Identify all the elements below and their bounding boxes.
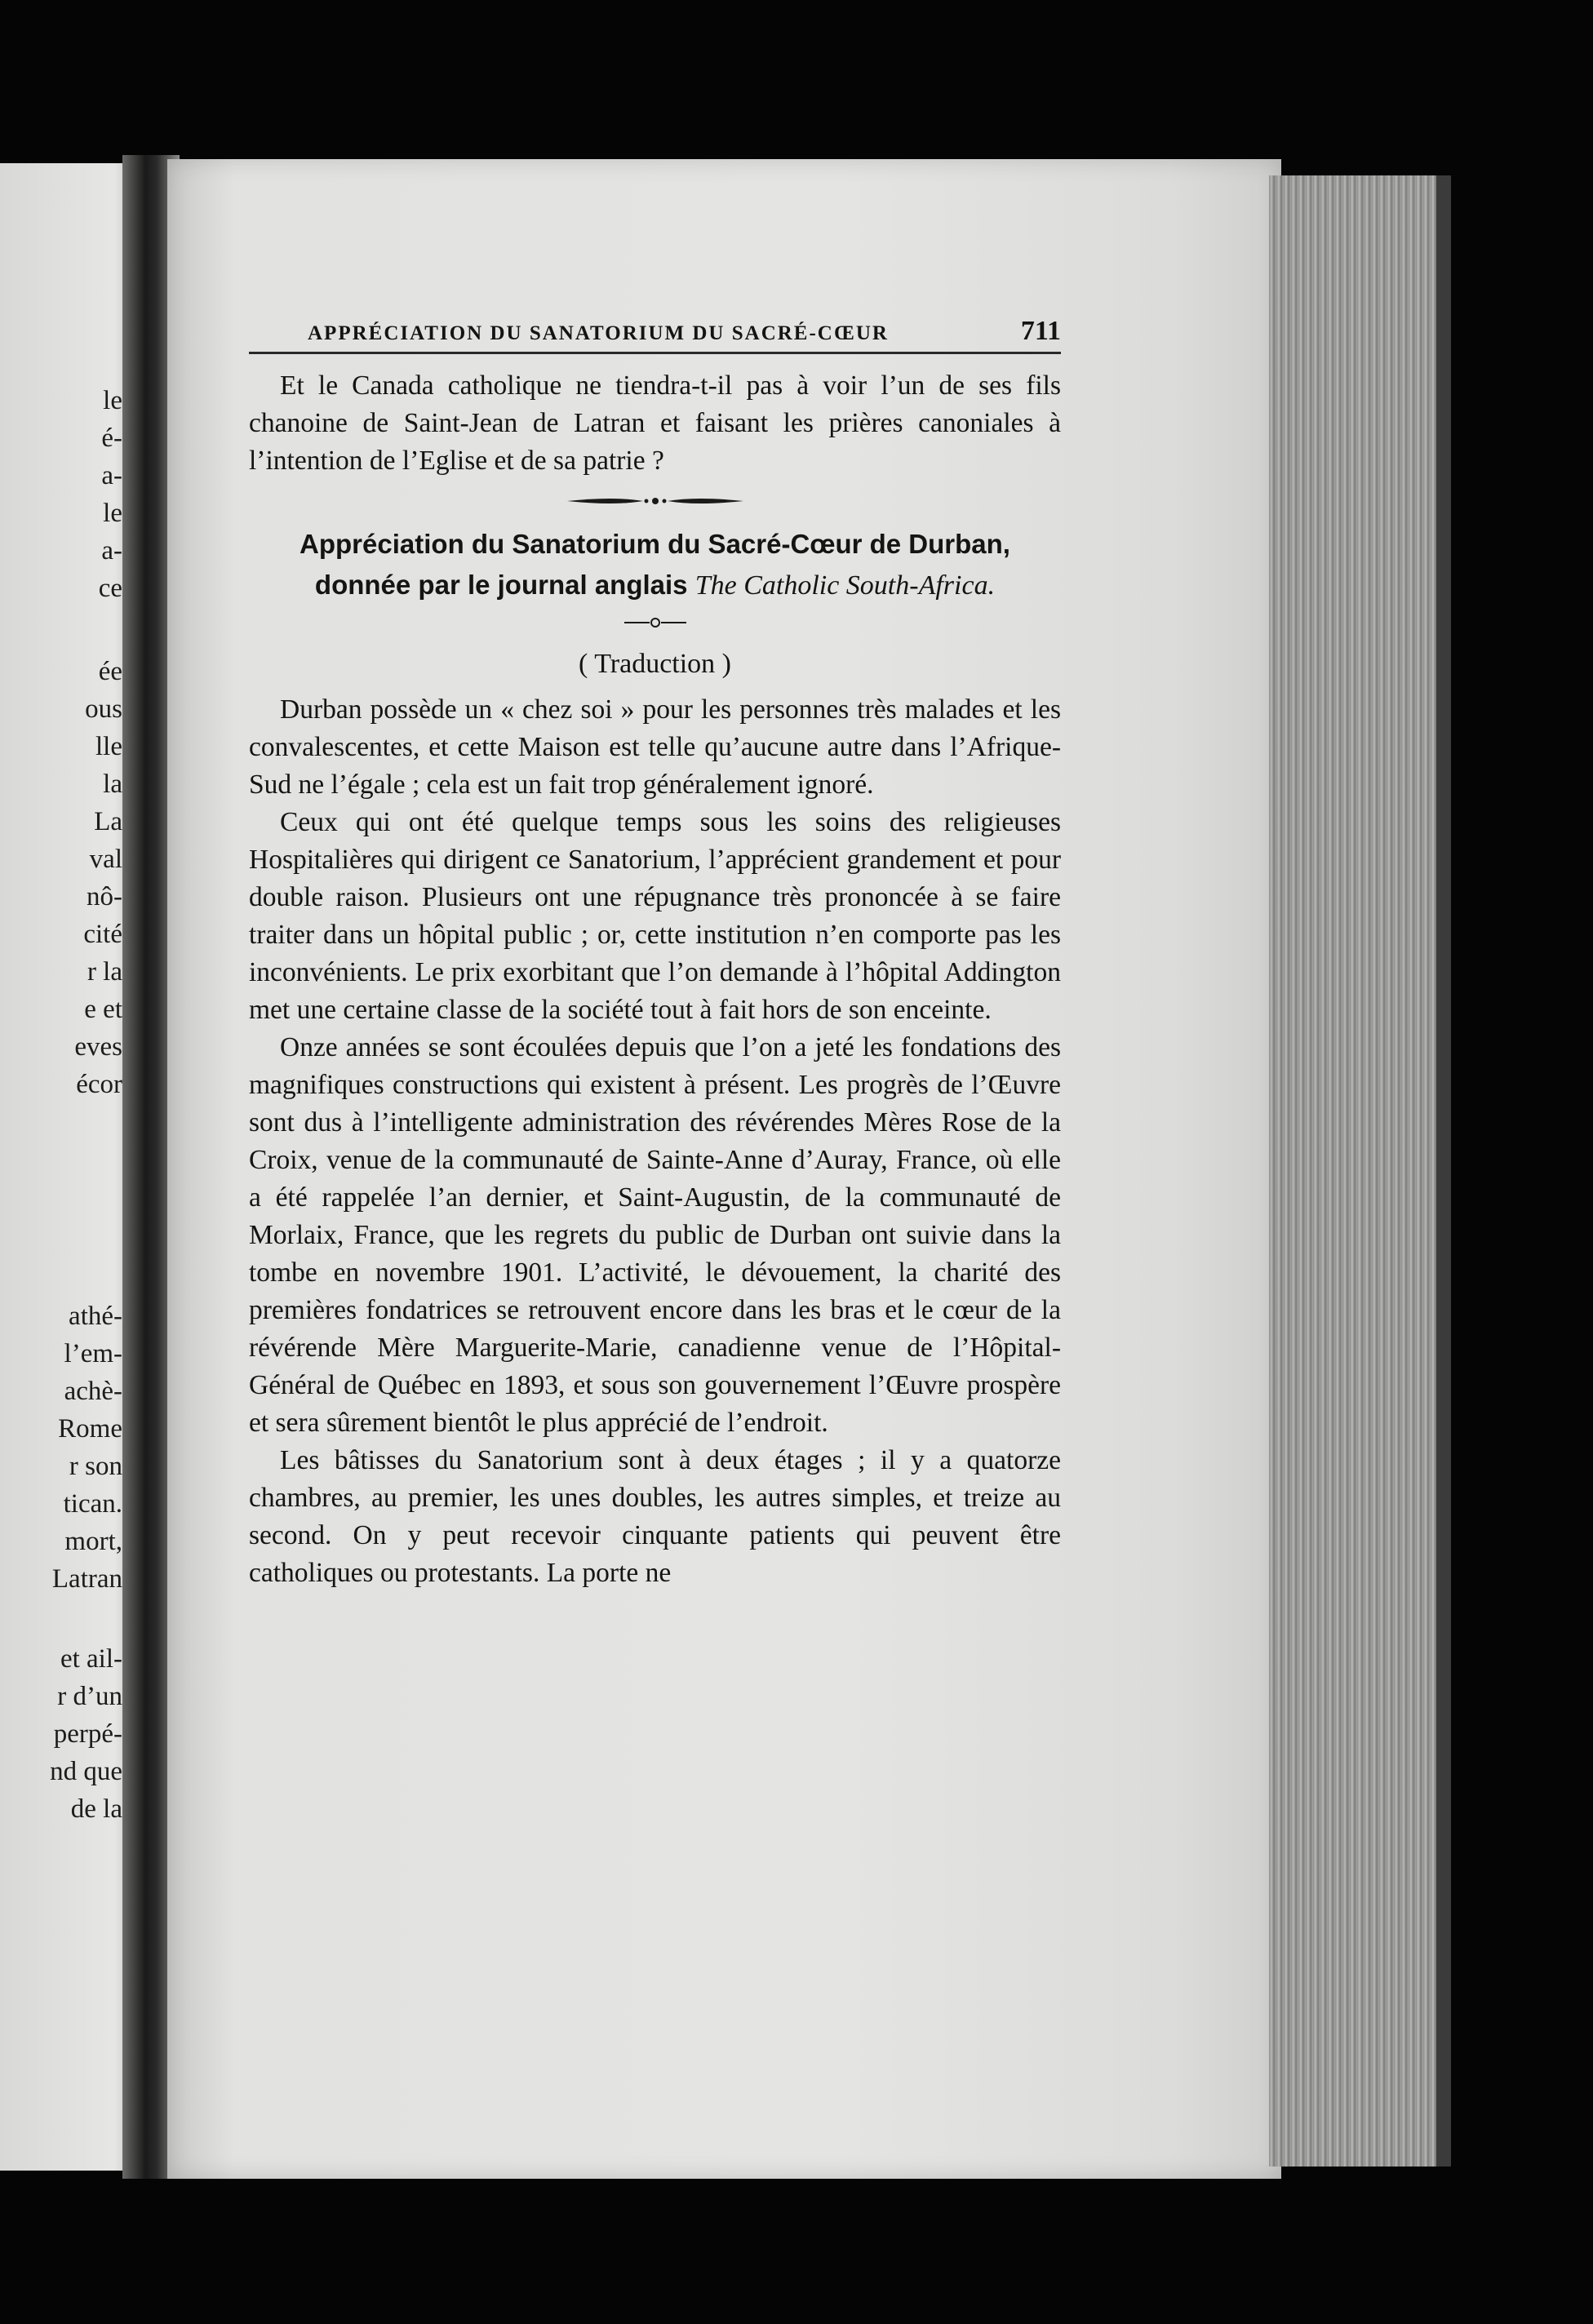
left-fragment: le — [103, 499, 122, 528]
heading-line-2-prefix: donnée par le journal anglais — [314, 570, 688, 600]
body-paragraph: Onze années se sont écoulées depuis que l’on a jeté les fondations des magnifiques constructions qui existent à présent. Les progrès de l’Œuvre sont dus à l’intelligente administration des révérendes Mères Rose de la Croix, venue de la communauté de Sainte-Anne d’Auray, France, où elle a été rappelée l’an dernier, et Saint-Augustin, de la communauté de Morlaix, France, que les regrets du public de Durban ont suivie dans la tombe en novembre 1901. L’activité, le dévouement, la charité des premières fondatrices se retrouvent encore dans les bras et le cœur de la révérende Mère Marguerite-Marie, canadienne venue de l’Hôpital-Général de Québec en 1893, et sous son gouvernement l’Œuvre prospère et sera sûrement bientôt le plus apprécié de l’endroit. — [249, 1032, 1061, 1438]
left-fragment: le — [103, 386, 122, 415]
left-fragment: ée — [98, 657, 122, 686]
left-fragment-block-1 — [0, 382, 122, 607]
small-ornament — [249, 614, 1061, 634]
page-content — [249, 314, 1061, 1592]
left-fragment-block-2 — [0, 653, 122, 1103]
left-fragment: Latran — [51, 1564, 122, 1594]
left-fragment: lle — [95, 732, 122, 761]
left-fragment: et ail- — [60, 1644, 122, 1674]
article-heading — [249, 524, 1061, 606]
left-fragment: écor — [76, 1070, 122, 1099]
heading-line-2 — [249, 565, 1061, 606]
body-paragraph: Les bâtisses du Sanatorium sont à deux étages ; il y a quatorze chambres, au premier, les unes doubles, les autres simples, et treize au second. On y peut recevoir cinquante patients qui peuvent être catholiques ou protestants. La porte ne — [249, 1445, 1061, 1588]
left-fragment: a- — [101, 461, 122, 490]
left-fragment: a- — [101, 536, 122, 565]
left-fragment-block-4 — [0, 1640, 122, 1828]
intro-paragraph: Et le Canada catholique ne tiendra-t-il pas à voir l’un de ses fils chanoine de Saint-Jean de Latran et faisant les prières canoniales à l’intention de l’Eglise et de sa patrie ? — [249, 370, 1061, 476]
left-fragment: r d’un — [57, 1682, 122, 1711]
left-fragment: cité — [83, 920, 122, 949]
left-fragment: nô- — [87, 882, 122, 911]
small-ornament-icon — [623, 614, 688, 631]
left-fragment: val — [89, 845, 122, 874]
heading-line-1: Appréciation du Sanatorium du Sacré-Cœur de Durban, — [300, 529, 1010, 559]
left-fragment: de la — [70, 1794, 122, 1824]
body-paragraph: Ceux qui ont été quelque temps sous les soins des religieuses Hospitalières qui dirigent ce Sanatorium, l’apprécient grandement et pour double raison. Plusieurs ont une répugnance très prononcée à se faire traiter dans un hôpital public ; or, cette institution n’en comporte pas les inconvénients. Le prix exorbitant que l’on demande à l’hôpital Addington met une certaine classe de la société tout à fait hors de son enceinte. — [249, 807, 1061, 1025]
left-fragment: la — [103, 769, 122, 799]
left-fragment: Rome — [58, 1414, 122, 1444]
page-number: 711 — [1020, 316, 1061, 346]
page-stack-edge — [1269, 175, 1451, 2167]
ornament-divider — [249, 491, 1061, 516]
left-fragment: l’em- — [64, 1339, 122, 1368]
left-fragment-block-3 — [0, 1297, 122, 1598]
left-fragment: achè- — [64, 1377, 122, 1406]
left-fragment: e et — [84, 995, 122, 1024]
left-fragment: eves — [74, 1032, 122, 1062]
running-head — [249, 314, 1061, 354]
left-fragment: perpé- — [53, 1719, 122, 1749]
body-paragraph: Durban possède un « chez soi » pour les personnes très malades et les convalescentes, et cette Maison est telle qu’aucune autre dans l’Afrique-Sud ne l’égale ; cela est un fait trop généralement ignoré. — [249, 694, 1061, 800]
left-fragment: mort, — [64, 1527, 122, 1556]
left-fragment: athé- — [69, 1302, 122, 1331]
ornament-icon — [566, 491, 745, 511]
left-fragment: nd que — [50, 1757, 122, 1786]
left-fragment: ous — [85, 694, 122, 724]
translation-note: ( Traduction ) — [579, 649, 731, 679]
left-fragment: tican. — [63, 1489, 122, 1519]
left-fragment: ce — [98, 574, 122, 603]
left-fragment: r son — [69, 1452, 122, 1481]
newspaper-title: The Catholic South-Africa. — [694, 570, 996, 601]
left-fragment: La — [94, 807, 122, 836]
running-head-title: APPRÉCIATION DU SANATORIUM DU SACRÉ-CŒUR — [308, 322, 889, 344]
left-fragment: r la — [87, 957, 122, 987]
left-fragment: é- — [101, 424, 122, 453]
